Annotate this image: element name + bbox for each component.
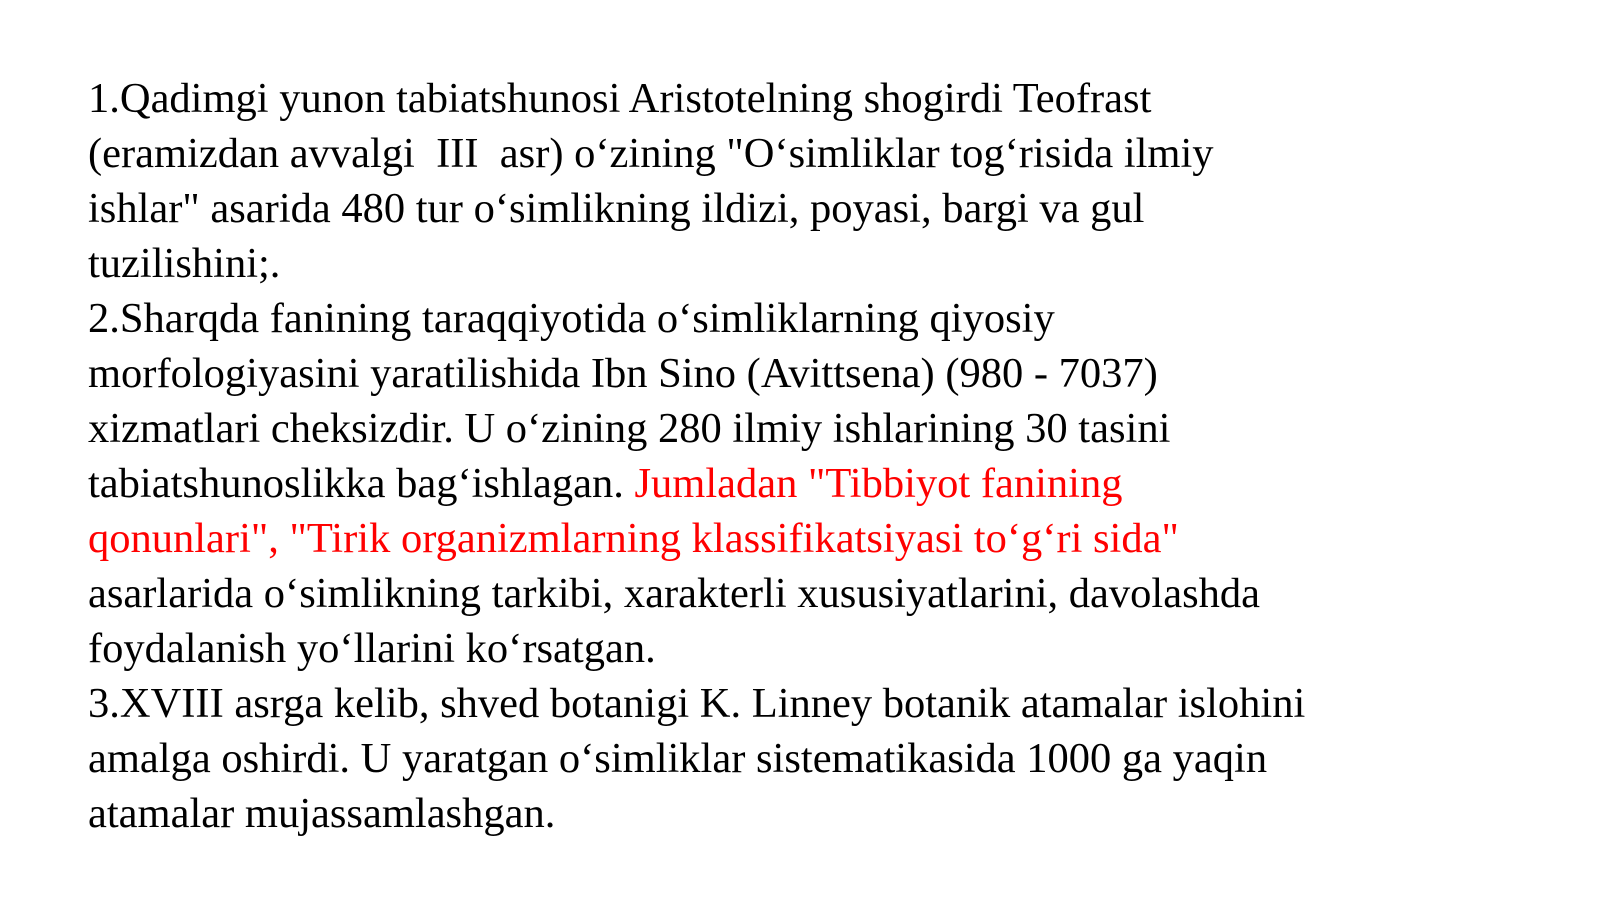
text-line: asarlarida o‘simlikning tarkibi, xarakterli xususiyatlarini, davolashda [88, 570, 1260, 617]
slide-text-body [88, 71, 1528, 841]
text-line: foydalanish yo‘llarini ko‘rsatgan. [88, 625, 656, 672]
text-line: amalga oshirdi. U yaratgan o‘simliklar sistematikasida 1000 ga yaqin [88, 735, 1268, 782]
text-segment: tabiatshunoslikka bag‘ishlagan. [88, 460, 635, 507]
paragraph-1 [88, 71, 1528, 291]
text-line: 2.Sharqda fanining taraqqiyotida o‘simliklarning qiyosiy [88, 295, 1055, 342]
text-line: (eramizdan avvalgi III asr) o‘zining "O‘simliklar tog‘risida ilmiy [88, 130, 1214, 177]
text-line: ishlar" asarida 480 tur o‘simlikning ildizi, poyasi, bargi va gul [88, 185, 1145, 232]
text-line: 1.Qadimgi yunon tabiatshunosi Aristotelning shogirdi Teofrast [88, 75, 1152, 122]
highlighted-text-line: qonunlari", "Tirik organizmlarning klassifikatsiyasi to‘g‘ri sida" [88, 515, 1179, 562]
text-line: xizmatlari cheksizdir. U o‘zining 280 ilmiy ishlarining 30 tasini [88, 405, 1171, 452]
text-line [88, 456, 1528, 511]
text-line: atamalar mujassamlashgan. [88, 790, 556, 837]
highlighted-text: Jumladan "Tibbiyot fanining [634, 460, 1123, 507]
paragraph-2 [88, 291, 1528, 676]
text-line: morfologiyasini yaratilishida Ibn Sino (Avittsena) (980 - 7037) [88, 350, 1158, 397]
text-line: tuzilishini;. [88, 240, 281, 287]
text-line: 3.XVIII asrga kelib, shved botanigi K. Linney botanik atamalar islohini [88, 680, 1306, 727]
paragraph-3 [88, 676, 1528, 841]
